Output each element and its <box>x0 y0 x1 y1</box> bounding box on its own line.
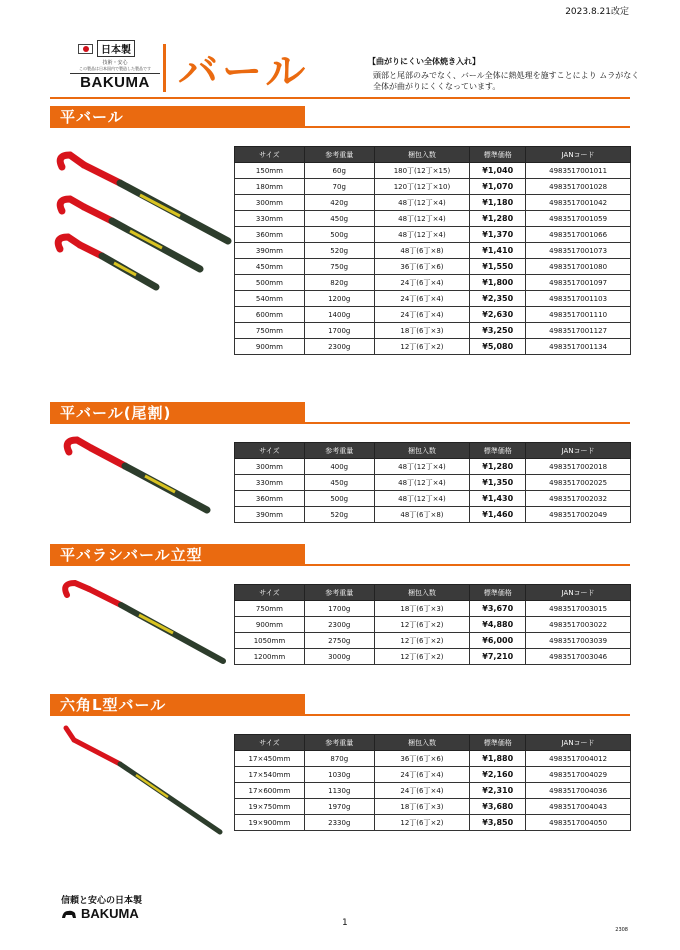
cell-packing: 180丁(12丁×15) <box>374 163 470 179</box>
flat-bar-medium-illustration <box>60 199 200 269</box>
spec-table-header <box>235 585 631 601</box>
cell-price: ¥3,680 <box>470 799 526 815</box>
col-jan: JANコード <box>526 585 631 601</box>
cell-size: 360mm <box>235 227 305 243</box>
section-rule <box>305 422 630 424</box>
cell-packing: 12丁(6丁×2) <box>374 633 470 649</box>
table-row <box>235 291 631 307</box>
cell-jan: 4983517004050 <box>526 815 631 831</box>
cell-jan: 4983517001011 <box>526 163 631 179</box>
cell-price: ¥7,210 <box>470 649 526 665</box>
cell-jan: 4983517001103 <box>526 291 631 307</box>
cell-jan: 4983517001080 <box>526 259 631 275</box>
table-row <box>235 179 631 195</box>
cell-weight: 520g <box>304 243 374 259</box>
col-packing: 梱包入数 <box>374 735 470 751</box>
cell-packing: 18丁(6丁×3) <box>374 799 470 815</box>
cell-weight: 450g <box>304 475 374 491</box>
section-title-demolition-bar: 平バラシバール立型 <box>50 544 305 566</box>
cell-packing: 24丁(6丁×4) <box>374 291 470 307</box>
cell-size: 1050mm <box>235 633 305 649</box>
col-weight: 参考重量 <box>304 147 374 163</box>
feature-description: 頭部と尾部のみでなく、バール全体に熱処理を施すことにより ムラがなく全体が曲がりにくくなっています。 <box>373 71 640 91</box>
cell-jan: 4983517002025 <box>526 475 631 491</box>
cell-price: ¥1,430 <box>470 491 526 507</box>
cell-weight: 870g <box>304 751 374 767</box>
table-row <box>235 459 631 475</box>
cell-size: 300mm <box>235 459 305 475</box>
col-jan: JANコード <box>526 735 631 751</box>
cell-price: ¥1,280 <box>470 459 526 475</box>
cell-size: 19×750mm <box>235 799 305 815</box>
table-row <box>235 799 631 815</box>
cell-price: ¥3,670 <box>470 601 526 617</box>
cell-size: 500mm <box>235 275 305 291</box>
table-row <box>235 307 631 323</box>
table-row <box>235 243 631 259</box>
table-row <box>235 475 631 491</box>
table-row <box>235 617 631 633</box>
cell-price: ¥2,630 <box>470 307 526 323</box>
table-row <box>235 507 631 523</box>
cell-weight: 420g <box>304 195 374 211</box>
cell-size: 330mm <box>235 475 305 491</box>
cell-packing: 48丁(6丁×8) <box>374 243 470 259</box>
table-row <box>235 259 631 275</box>
cell-packing: 24丁(6丁×4) <box>374 307 470 323</box>
cell-size: 330mm <box>235 211 305 227</box>
brand-logo-text: BAKUMA <box>70 73 160 91</box>
cell-price: ¥1,550 <box>470 259 526 275</box>
cell-size: 17×540mm <box>235 767 305 783</box>
cell-price: ¥1,350 <box>470 475 526 491</box>
table-row <box>235 491 631 507</box>
cell-weight: 70g <box>304 179 374 195</box>
cell-price: ¥1,070 <box>470 179 526 195</box>
spec-table-body <box>235 163 631 355</box>
col-jan: JANコード <box>526 147 631 163</box>
cell-jan: 4983517002018 <box>526 459 631 475</box>
cell-packing: 48丁(12丁×4) <box>374 459 470 475</box>
col-packing: 梱包入数 <box>374 585 470 601</box>
cell-jan: 4983517003022 <box>526 617 631 633</box>
flat-bar-small-illustration <box>58 237 156 287</box>
cell-packing: 48丁(6丁×8) <box>374 507 470 523</box>
table-row <box>235 227 631 243</box>
cell-packing: 24丁(6丁×4) <box>374 783 470 799</box>
spec-table-flat-bar <box>234 146 631 355</box>
cell-size: 1200mm <box>235 649 305 665</box>
table-row <box>235 767 631 783</box>
col-packing: 梱包入数 <box>374 147 470 163</box>
cell-size: 360mm <box>235 491 305 507</box>
cell-packing: 48丁(12丁×4) <box>374 491 470 507</box>
cell-packing: 120丁(12丁×10) <box>374 179 470 195</box>
col-size: サイズ <box>235 735 305 751</box>
cell-weight: 1970g <box>304 799 374 815</box>
cell-packing: 48丁(12丁×4) <box>374 475 470 491</box>
cell-weight: 750g <box>304 259 374 275</box>
cell-packing: 48丁(12丁×4) <box>374 211 470 227</box>
title-divider <box>163 44 166 92</box>
cell-weight: 2300g <box>304 339 374 355</box>
footer-slogan: 信頼と安心の日本製 <box>61 896 143 906</box>
hex-l-bar-illustration <box>66 728 220 832</box>
cell-price: ¥4,880 <box>470 617 526 633</box>
cell-packing: 36丁(6丁×6) <box>374 259 470 275</box>
spec-table-hex-l-bar <box>234 734 631 831</box>
cell-jan: 4983517001073 <box>526 243 631 259</box>
spec-table-body <box>235 751 631 831</box>
cell-jan: 4983517003015 <box>526 601 631 617</box>
table-row <box>235 339 631 355</box>
col-jan: JANコード <box>526 443 631 459</box>
cell-price: ¥1,040 <box>470 163 526 179</box>
header-rule <box>50 97 630 99</box>
col-price: 標準価格 <box>470 147 526 163</box>
page-number: 1 <box>342 918 348 928</box>
cell-packing: 12丁(6丁×2) <box>374 617 470 633</box>
table-row <box>235 163 631 179</box>
cell-packing: 18丁(6丁×3) <box>374 323 470 339</box>
cell-weight: 2300g <box>304 617 374 633</box>
cell-price: ¥1,280 <box>470 211 526 227</box>
cell-price: ¥1,800 <box>470 275 526 291</box>
cell-weight: 1130g <box>304 783 374 799</box>
cell-jan: 4983517001059 <box>526 211 631 227</box>
cell-weight: 500g <box>304 227 374 243</box>
cell-price: ¥2,350 <box>470 291 526 307</box>
cell-jan: 4983517001028 <box>526 179 631 195</box>
cell-price: ¥3,250 <box>470 323 526 339</box>
col-price: 標準価格 <box>470 735 526 751</box>
cell-packing: 18丁(6丁×3) <box>374 601 470 617</box>
cell-packing: 36丁(6丁×6) <box>374 751 470 767</box>
cell-packing: 24丁(6丁×4) <box>374 275 470 291</box>
cell-jan: 4983517001066 <box>526 227 631 243</box>
table-row <box>235 783 631 799</box>
demolition-bar-illustration <box>65 583 223 661</box>
japan-flag-icon <box>78 44 93 54</box>
cell-size: 390mm <box>235 243 305 259</box>
cell-size: 750mm <box>235 323 305 339</box>
document-code: 2308 <box>615 927 628 933</box>
cell-price: ¥2,310 <box>470 783 526 799</box>
col-size: サイズ <box>235 147 305 163</box>
cell-packing: 12丁(6丁×2) <box>374 815 470 831</box>
cell-weight: 520g <box>304 507 374 523</box>
flat-bar-image <box>50 145 235 305</box>
col-size: サイズ <box>235 443 305 459</box>
footer-brand <box>61 906 139 921</box>
cell-weight: 500g <box>304 491 374 507</box>
cell-size: 150mm <box>235 163 305 179</box>
col-packing: 梱包入数 <box>374 443 470 459</box>
table-row <box>235 751 631 767</box>
cell-size: 19×900mm <box>235 815 305 831</box>
cell-jan: 4983517001127 <box>526 323 631 339</box>
bear-logo-icon <box>61 908 77 920</box>
page-title: バール <box>178 49 310 95</box>
col-weight: 参考重量 <box>304 443 374 459</box>
hex-l-bar-image <box>60 722 230 842</box>
col-weight: 参考重量 <box>304 735 374 751</box>
cell-jan: 4983517002049 <box>526 507 631 523</box>
cell-packing: 48丁(12丁×4) <box>374 195 470 211</box>
revision-date: 2023.8.21改定 <box>565 7 629 17</box>
cell-size: 600mm <box>235 307 305 323</box>
table-row <box>235 323 631 339</box>
flat-bar-large-illustration <box>60 155 228 241</box>
cell-jan: 4983517004036 <box>526 783 631 799</box>
cell-price: ¥1,370 <box>470 227 526 243</box>
table-row <box>235 275 631 291</box>
cell-size: 900mm <box>235 617 305 633</box>
section-title-flat-bar: 平バール <box>50 106 305 128</box>
brand-tag: 技術・安心 <box>102 60 128 66</box>
cell-size: 17×450mm <box>235 751 305 767</box>
cell-jan: 4983517002032 <box>526 491 631 507</box>
cell-weight: 1700g <box>304 601 374 617</box>
spec-table-header <box>235 735 631 751</box>
cell-packing: 12丁(6丁×2) <box>374 649 470 665</box>
spec-table-body <box>235 601 631 665</box>
cell-size: 900mm <box>235 339 305 355</box>
spec-table-header <box>235 147 631 163</box>
cell-weight: 60g <box>304 163 374 179</box>
cell-price: ¥1,880 <box>470 751 526 767</box>
footer-brand-text: BAKUMA <box>81 906 139 921</box>
cell-jan: 4983517001042 <box>526 195 631 211</box>
feature-title: 【曲がりにくい全体焼き入れ】 <box>368 57 480 66</box>
cell-weight: 1030g <box>304 767 374 783</box>
cell-jan: 4983517004029 <box>526 767 631 783</box>
col-price: 標準価格 <box>470 443 526 459</box>
cell-weight: 450g <box>304 211 374 227</box>
table-row <box>235 601 631 617</box>
col-price: 標準価格 <box>470 585 526 601</box>
section-rule <box>305 126 630 128</box>
cell-packing: 24丁(6丁×4) <box>374 767 470 783</box>
flat-bar-split-illustration <box>67 440 207 510</box>
cell-weight: 820g <box>304 275 374 291</box>
cell-weight: 3000g <box>304 649 374 665</box>
section-title-flat-bar-split: 平バール(尾割) <box>50 402 305 424</box>
cell-jan: 4983517001134 <box>526 339 631 355</box>
cell-size: 540mm <box>235 291 305 307</box>
cell-weight: 1400g <box>304 307 374 323</box>
section-rule <box>305 714 630 716</box>
cell-size: 17×600mm <box>235 783 305 799</box>
section-title-hex-l-bar: 六角L型バール <box>50 694 305 716</box>
cell-price: ¥6,000 <box>470 633 526 649</box>
cell-size: 450mm <box>235 259 305 275</box>
cell-weight: 1700g <box>304 323 374 339</box>
cell-price: ¥1,180 <box>470 195 526 211</box>
cell-weight: 1200g <box>304 291 374 307</box>
spec-table-header <box>235 443 631 459</box>
cell-size: 180mm <box>235 179 305 195</box>
spec-table-demolition-bar <box>234 584 631 665</box>
cell-price: ¥3,850 <box>470 815 526 831</box>
spec-table-flat-bar-split <box>234 442 631 523</box>
made-in-label: 日本製 <box>97 40 135 57</box>
cell-weight: 400g <box>304 459 374 475</box>
flat-bar-split-image <box>55 430 220 530</box>
table-row <box>235 649 631 665</box>
cell-jan: 4983517001110 <box>526 307 631 323</box>
cell-jan: 4983517001097 <box>526 275 631 291</box>
spec-table-body <box>235 459 631 523</box>
table-row <box>235 815 631 831</box>
cell-size: 750mm <box>235 601 305 617</box>
cell-weight: 2330g <box>304 815 374 831</box>
cell-price: ¥5,080 <box>470 339 526 355</box>
cell-weight: 2750g <box>304 633 374 649</box>
cell-price: ¥1,410 <box>470 243 526 259</box>
cell-packing: 12丁(6丁×2) <box>374 339 470 355</box>
cell-price: ¥2,160 <box>470 767 526 783</box>
brand-tag-small: この製品は日本国内で製造した製品です <box>79 66 151 71</box>
col-weight: 参考重量 <box>304 585 374 601</box>
cell-jan: 4983517003046 <box>526 649 631 665</box>
demolition-bar-image <box>55 575 230 675</box>
cell-size: 390mm <box>235 507 305 523</box>
table-row <box>235 195 631 211</box>
made-in-japan-logo <box>70 40 160 96</box>
table-row <box>235 633 631 649</box>
cell-size: 300mm <box>235 195 305 211</box>
cell-price: ¥1,460 <box>470 507 526 523</box>
cell-jan: 4983517004012 <box>526 751 631 767</box>
cell-packing: 48丁(12丁×4) <box>374 227 470 243</box>
table-row <box>235 211 631 227</box>
cell-jan: 4983517003039 <box>526 633 631 649</box>
section-rule <box>305 564 630 566</box>
cell-jan: 4983517004043 <box>526 799 631 815</box>
col-size: サイズ <box>235 585 305 601</box>
